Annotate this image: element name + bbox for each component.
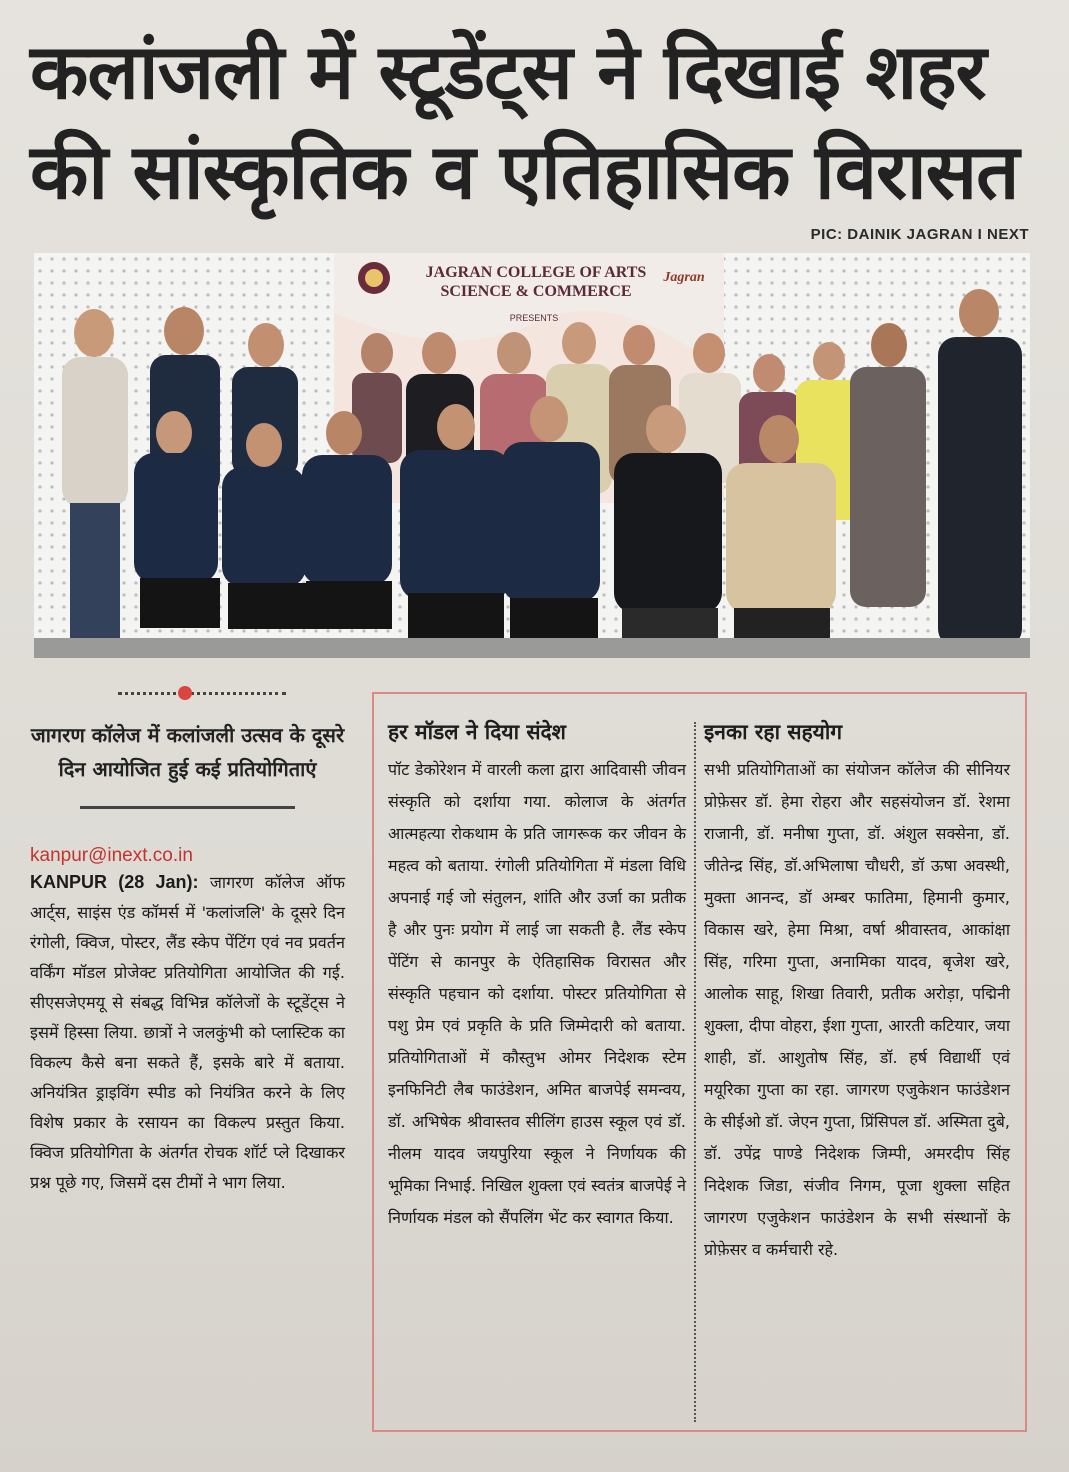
right-column-heading: इनका रहा सहयोग bbox=[704, 720, 843, 744]
story-body-text: जागरण कॉलेज ऑफ आर्ट्स, साइंस एंड कॉमर्स में 'कलांजलि' के दूसरे दिन रंगोली, क्विज, पोस्टर, लैंड स्केप पेंटिंग एवं नव प्रवर्तन वर्किंग मॉडल प्रोजेक्ट प्रतियोगिता आयोजित की गई. सीएसजेएमयू से संबद्ध विभिन्न कॉलेजों के स्टूडेंट्स ने इसमें हिस्सा लिया. छात्रों ने जलकुंभी को प्लास्टिक का विकल्प कैसे बना सकते हैं, इसके बारे में बताया. अनियंत्रित ड्राइविंग स्पीड को नियंत्रित करने के लिए विशेष प्रकार के रसायन का विकल्प प्रस्तुत किया. क्विज प्रतियोगिता के अंतर्गत रोचक शॉर्ट प्ले दिखाकर प्रश्न पूछे गए, जिसमें दस टीमों ने भाग लिया. bbox=[30, 873, 345, 1192]
right-column bbox=[704, 718, 1010, 1266]
red-dot-icon bbox=[178, 686, 192, 700]
middle-column-heading: हर मॉडल ने दिया संदेश bbox=[388, 720, 566, 744]
dateline: KANPUR (28 Jan): bbox=[30, 872, 199, 892]
middle-column-body: पॉट डेकोरेशन में वारली कला द्वारा आदिवासी जीवन संस्कृति को दर्शाया गया. कोलाज के अंतर्गत आत्महत्या रोकथाम के प्रति जागरूक कर जीवन के महत्व को बताया. रंगोली प्रतियोगिता में मंडला विधि अपनाई गई जो संतुलन, शांति और उर्जा का प्रतीक है और पुनः प्रयोग में लाई जा सकती है. लैंड स्केप पेंटिंग से कानपुर के ऐतिहासिक विरासत और संस्कृति पहचान को दर्शाया. पोस्टर प्रतियोगिता से पशु प्रेम एवं प्रकृति के प्रति जिम्मेदारी को बताया. प्रतियोगिताओं में कौस्तुभ ओमर निदेशक स्टेम इनफिनिटी लैब फाउंडेशन, अमित बाजपेई समन्वय, डॉ. अभिषेक श्रीवास्तव सीलिंग हाउस स्कूल एवं डॉ. नीलम यादव जयपुरिया स्कूल ने निर्णायक की भूमिका निभाई. निखिल शुक्ला एवं स्वतंत्र बाजपेई ने निर्णायक मंडल को सैंपलिंग भेंट कर स्वागत किया. bbox=[388, 760, 686, 1227]
banner-line2: SCIENCE & COMMERCE bbox=[440, 283, 632, 300]
banner-presents: PRESENTS bbox=[509, 313, 559, 323]
story-subhead: जागरण कॉलेज में कलांजली उत्सव के दूसरे दिन आयोजित हुई कई प्रतियोगिताएं bbox=[30, 723, 345, 781]
banner-line1: JAGRAN COLLEGE OF ARTS bbox=[425, 264, 647, 281]
news-photo bbox=[34, 253, 1030, 658]
photo-credit: PIC: DAINIK JAGRAN I NEXT bbox=[810, 226, 1029, 243]
left-column bbox=[30, 718, 345, 1198]
story-body bbox=[30, 867, 345, 1198]
middle-column bbox=[388, 718, 686, 1234]
jagran-logo: Jagran bbox=[663, 270, 705, 285]
subhead-rule bbox=[80, 806, 295, 809]
column-divider bbox=[694, 722, 696, 1422]
section-dotted-rule bbox=[118, 692, 286, 695]
group-photo-illustration bbox=[34, 253, 1030, 658]
reporter-email: kanpur@inext.co.in bbox=[30, 845, 193, 866]
right-column-body: सभी प्रतियोगिताओं का संयोजन कॉलेज की सीनियर प्रोफ़ेसर डॉ. हेमा रोहरा और सहसंयोजन डॉ. रेशमा राजानी, डॉ. मनीषा गुप्ता, डॉ. अंशुल सक्सेना, डॉ. जीतेन्द्र सिंह, डॉ.अभिलाषा चौधरी, डॉ ऊषा अवस्थी, मुक्ता आनन्द, डॉ अम्बर फातिमा, हिमानी कुमार, विकास खरे, हेमा मिश्रा, वर्षा श्रीवास्तव, आकांक्षा सिंह, गरिमा गुप्ता, अनामिका यादव, बृजेश खरे, आलोक साहू, शिखा तिवारी, प्रतीक अरोड़ा, पद्मिनी शुक्ला, दीपा वोहरा, ईशा गुप्ता, आरती कटियार, जया शाही, डॉ. आशुतोष सिंह, डॉ. हर्ष विद्यार्थी एवं मयूरिका गुप्ता का रहा. जागरण एजुकेशन फाउंडेशन के सीईओ डॉ. जेएन गुप्ता, प्रिंसिपल डॉ. अस्मिता दुबे, डॉ. उपेंद्र पाण्डे निदेशक जिम्पी, अमरदीप सिंह निदेशक जिडा, संजीव निगम, पूजा शुक्ला सहित जागरण एजुकेशन फाउंडेशन के सभी संस्थानों के प्रोफ़ेसर व कर्मचारी रहे. bbox=[704, 760, 1010, 1259]
headline: कलांजली में स्टूडेंट्स ने दिखाई शहर की सांस्कृतिक व एतिहासिक विरासत bbox=[30, 27, 1019, 216]
